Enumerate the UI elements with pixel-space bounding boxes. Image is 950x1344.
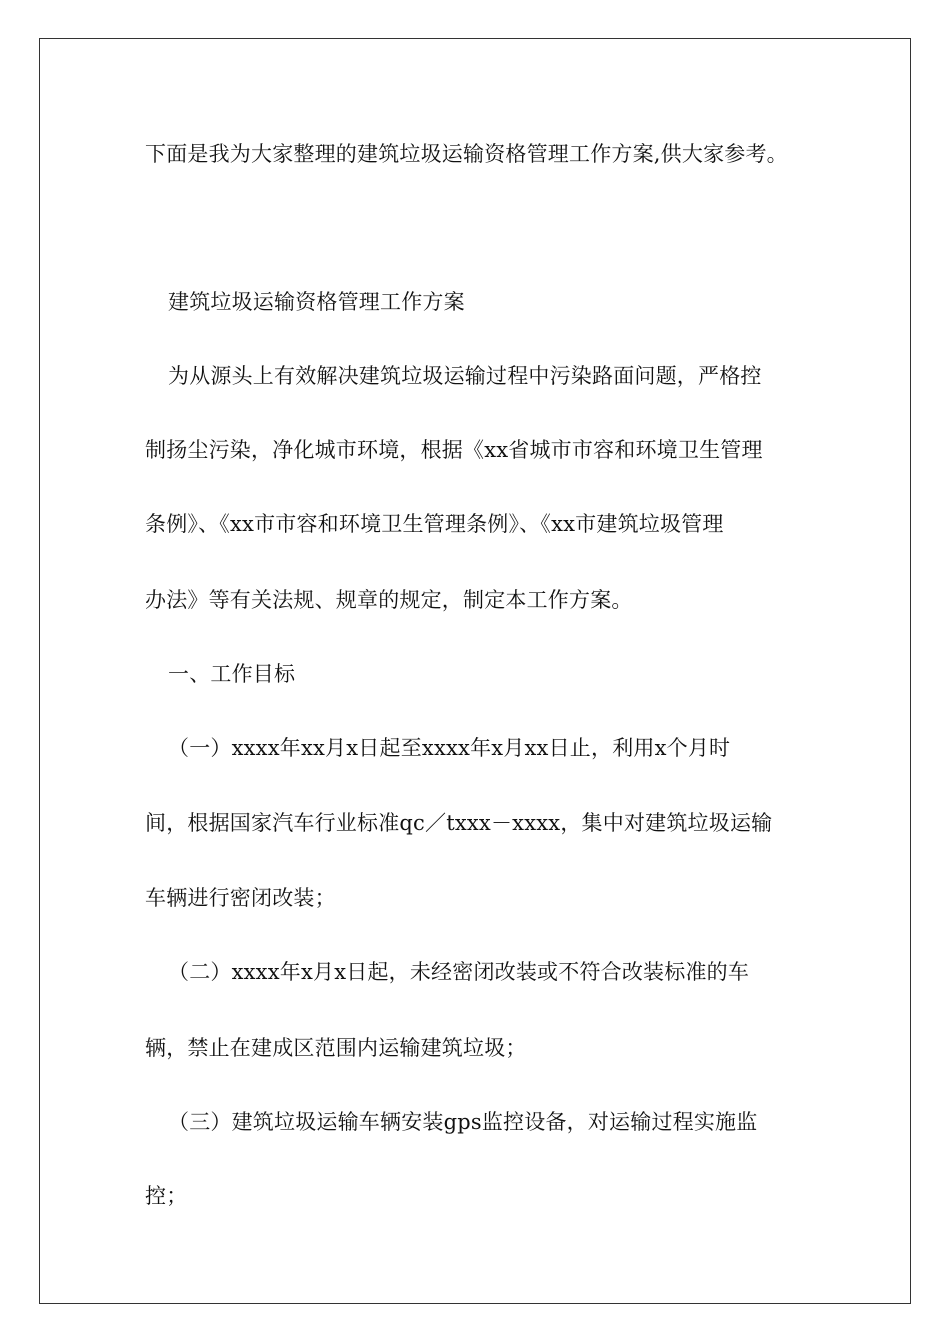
document-title: 建筑垃圾运输资格管理工作方案 [168, 290, 465, 314]
intro-paragraph: 下面是我为大家整理的建筑垃圾运输资格管理工作方案,供大家参考。 [145, 142, 788, 166]
paragraph-line: 为从源头上有效解决建筑垃圾运输过程中污染路面问题，严格控 [168, 364, 762, 388]
paragraph-line: 间，根据国家汽车行业标准qc／txxx－xxxx，集中对建筑垃圾运输 [145, 811, 773, 835]
paragraph-line: 车辆进行密闭改装； [145, 886, 336, 910]
section-heading: 一、工作目标 [168, 662, 296, 686]
paragraph-line: （二）xxxx年x月x日起，未经密闭改装或不符合改装标准的车 [168, 960, 750, 984]
paragraph-line: 控； [145, 1184, 188, 1208]
paragraph-line: 制扬尘污染，净化城市环境，根据《xx省城市市容和环境卫生管理 [145, 438, 763, 462]
paragraph-line: 条例》、《xx市市容和环境卫生管理条例》、《xx市建筑垃圾管理 [145, 512, 724, 536]
paragraph-line: （三）建筑垃圾运输车辆安装gps监控设备，对运输过程实施监 [168, 1110, 758, 1134]
paragraph-line: （一）xxxx年xx月x日起至xxxx年x月xx日止，利用x个月时 [168, 736, 731, 760]
paragraph-line: 辆，禁止在建成区范围内运输建筑垃圾； [145, 1036, 527, 1060]
paragraph-line: 办法》等有关法规、规章的规定，制定本工作方案。 [145, 588, 633, 612]
